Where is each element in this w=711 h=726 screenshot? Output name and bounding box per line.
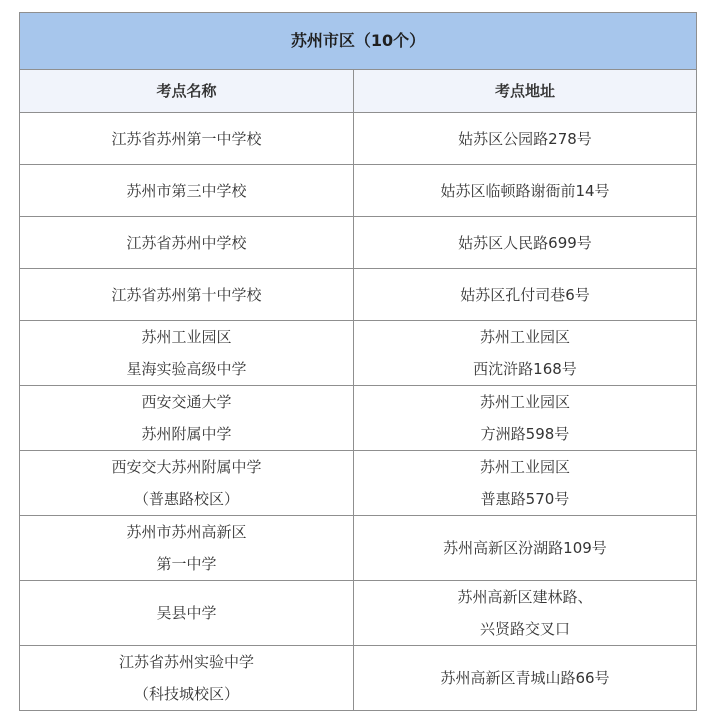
site-name-line: 吴县中学	[156, 604, 217, 622]
table-row	[20, 646, 697, 711]
site-name-line: 江苏省苏州实验中学	[118, 653, 254, 671]
site-name-line: （普惠路校区）	[133, 490, 239, 508]
site-name-line: 星海实验高级中学	[126, 360, 247, 378]
site-name-line: 苏州附属中学	[141, 425, 232, 443]
site-address-line: 姑苏区人民路699号	[458, 233, 592, 252]
site-name-line: （科技城校区）	[133, 685, 239, 703]
site-name-cell	[20, 581, 354, 646]
site-name-line: 江苏省苏州第一中学校	[111, 129, 262, 148]
site-address-cell	[354, 516, 697, 581]
site-name-cell	[20, 269, 354, 321]
site-address-cell	[354, 217, 697, 269]
site-name-line: 苏州市第三中学校	[126, 181, 247, 200]
site-address-cell	[354, 581, 697, 646]
site-address-line: 苏州工业园区	[479, 393, 570, 411]
site-name-line: 苏州工业园区	[141, 328, 232, 346]
site-address-line: 方洲路598号	[480, 425, 570, 443]
site-address-cell	[354, 646, 697, 711]
exam-sites-table	[19, 12, 697, 711]
table-title: 苏州市区（10个）	[20, 13, 697, 70]
site-address-cell	[354, 386, 697, 451]
site-address-line: 苏州高新区青城山路66号	[440, 669, 610, 687]
site-name-line: 西安交大苏州附属中学	[111, 458, 262, 476]
site-address-cell	[354, 269, 697, 321]
site-name-cell	[20, 516, 354, 581]
site-name-line: 西安交通大学	[141, 393, 232, 411]
site-name-cell	[20, 113, 354, 165]
site-name-cell	[20, 217, 354, 269]
site-name-cell	[20, 321, 354, 386]
site-address-line: 兴贤路交叉口	[479, 620, 570, 638]
site-address-cell	[354, 113, 697, 165]
table-row	[20, 269, 697, 321]
site-address-cell	[354, 321, 697, 386]
site-name-line: 江苏省苏州第十中学校	[111, 285, 262, 304]
table-row	[20, 113, 697, 165]
table-row	[20, 451, 697, 516]
site-address-cell	[354, 165, 697, 217]
site-address-line: 西沈浒路168号	[473, 360, 577, 378]
table-row	[20, 217, 697, 269]
site-name-line: 江苏省苏州中学校	[126, 233, 247, 252]
site-address-line: 苏州工业园区	[479, 328, 570, 346]
site-address-line: 苏州高新区汾湖路109号	[443, 539, 607, 557]
site-address-line: 姑苏区临顿路谢衙前14号	[440, 181, 610, 200]
site-name-line: 苏州市苏州高新区	[126, 523, 247, 541]
site-name-cell	[20, 451, 354, 516]
site-address-line: 姑苏区公园路278号	[458, 129, 592, 148]
table-title-row	[20, 13, 697, 70]
table-row	[20, 581, 697, 646]
site-name-line: 第一中学	[156, 555, 217, 573]
table-header-row	[20, 70, 697, 113]
site-address-cell	[354, 451, 697, 516]
site-address-line: 苏州工业园区	[479, 458, 570, 476]
table-row	[20, 386, 697, 451]
table-row	[20, 165, 697, 217]
column-header-name: 考点名称	[20, 70, 354, 113]
site-address-line: 苏州高新区建林路、	[457, 588, 593, 606]
table-row	[20, 516, 697, 581]
site-name-cell	[20, 646, 354, 711]
site-name-cell	[20, 386, 354, 451]
column-header-address: 考点地址	[354, 70, 697, 113]
site-address-line: 姑苏区孔付司巷6号	[460, 285, 590, 304]
site-address-line: 普惠路570号	[480, 490, 570, 508]
table-row	[20, 321, 697, 386]
site-name-cell	[20, 165, 354, 217]
